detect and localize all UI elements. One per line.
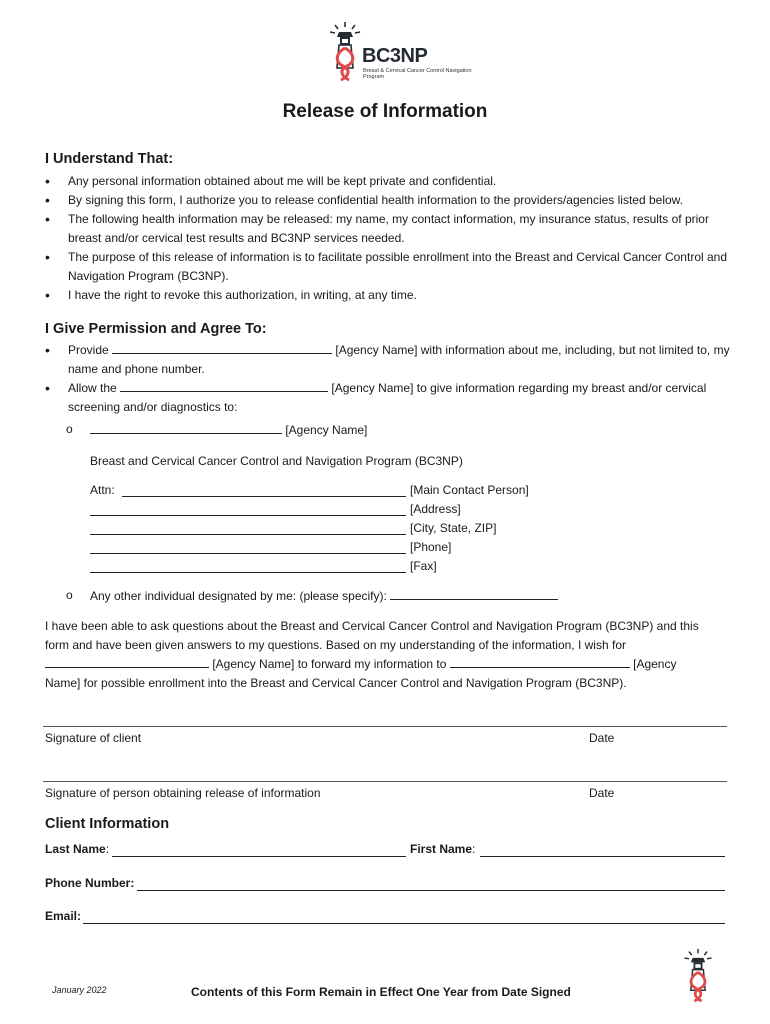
bc3np-logo <box>325 20 475 85</box>
city-state-zip-label: [City, State, ZIP] <box>410 521 497 535</box>
list-item: • The purpose of this release of information is to facilitate possible enrollment into the Breast and Cervical Cancer Control and Navigation Program (BC3NP). <box>45 248 735 286</box>
last-name-field[interactable] <box>112 856 406 857</box>
agency-name-blank[interactable] <box>45 655 209 668</box>
email-field[interactable] <box>83 923 725 924</box>
obtaining-signature-label: Signature of person obtaining release of information <box>45 786 321 800</box>
circle-bullet: o <box>66 588 73 602</box>
understand-heading: I Understand That: <box>45 151 174 167</box>
footer-logo-icon <box>680 945 716 1005</box>
program-name: Breast and Cervical Cancer Control and Navigation Program (BC3NP) <box>90 454 463 468</box>
circle-bullet: o <box>66 422 73 436</box>
obtaining-signature-line[interactable] <box>43 781 727 782</box>
obtaining-date-label: Date <box>589 786 615 800</box>
other-individual-blank[interactable] <box>390 587 558 600</box>
first-name-label: First Name: <box>410 842 476 856</box>
address-label: [Address] <box>410 502 461 516</box>
client-info-heading: Client Information <box>45 816 170 832</box>
client-date-label: Date <box>589 731 615 745</box>
agency-name-blank[interactable] <box>120 379 328 392</box>
phone-line[interactable] <box>90 553 406 554</box>
fax-label: [Fax] <box>410 559 437 573</box>
list-item: • Allow the [Agency Name] to give information regarding my breast and/or cervical screening and/or diagnostics to: <box>45 379 735 417</box>
city-state-zip-line[interactable] <box>90 534 406 535</box>
page-title: Release of Information <box>282 101 488 122</box>
list-item: • By signing this form, I authorize you to release confidential health information to the providers/agencies listed below. <box>45 191 735 210</box>
agency-name-blank[interactable] <box>112 341 332 354</box>
permission-list <box>45 341 735 417</box>
email-label: Email: <box>45 909 82 923</box>
main-contact-label: [Main Contact Person] <box>410 483 529 497</box>
phone-number-field[interactable] <box>137 890 725 891</box>
logo-subtitle: Breast & Cervical Cancer Control Navigation Program <box>363 68 472 80</box>
attn-label: Attn: <box>90 483 115 497</box>
fax-line[interactable] <box>90 572 406 573</box>
phone-number-label: Phone Number: <box>45 876 135 890</box>
other-individual: Any other individual designated by me: (please specify): <box>90 587 558 606</box>
phone-label: [Phone] <box>410 540 452 554</box>
consent-paragraph: I have been able to ask questions about the Breast and Cervical Cancer Control and Navigation Program (BC3NP) and this form and have been given answers to my questions. Based on my understanding of the information, I wish for [Agency Name] to forward my information to [Agency Name] for possible enrollment into the Breast and Cervical Cancer Control and Navigation Program (BC3NP). <box>45 619 699 690</box>
address-line[interactable] <box>90 515 406 516</box>
lighthouse-ribbon-icon <box>325 20 365 82</box>
list-item: • I have the right to revoke this authorization, in writing, at any time. <box>45 286 735 305</box>
first-name-field[interactable] <box>480 856 725 857</box>
agency-name-blank[interactable] <box>90 421 282 434</box>
list-item: • Any personal information obtained about me will be kept private and confidential. <box>45 172 735 191</box>
client-signature-line[interactable] <box>43 726 727 727</box>
list-item: • Provide [Agency Name] with information about me, including, but not limited to, my name and phone number. <box>45 341 735 379</box>
list-item: • The following health information may be released: my name, my contact information, my insurance status, results of prior breast and/or cervical test results and BC3NP services needed. <box>45 210 735 248</box>
agency-line: [Agency Name] <box>90 421 367 440</box>
contact-person-line[interactable] <box>122 496 406 497</box>
footer-note: Contents of this Form Remain in Effect One Year from Date Signed <box>191 985 571 999</box>
last-name-label: Last Name: <box>45 842 110 856</box>
agency-name-blank[interactable] <box>450 655 630 668</box>
footer-date: January 2022 <box>52 985 107 995</box>
logo-wordmark: BC3NP <box>362 45 428 67</box>
understand-list <box>45 172 735 305</box>
client-signature-label: Signature of client <box>45 731 142 745</box>
permission-heading: I Give Permission and Agree To: <box>45 321 267 337</box>
